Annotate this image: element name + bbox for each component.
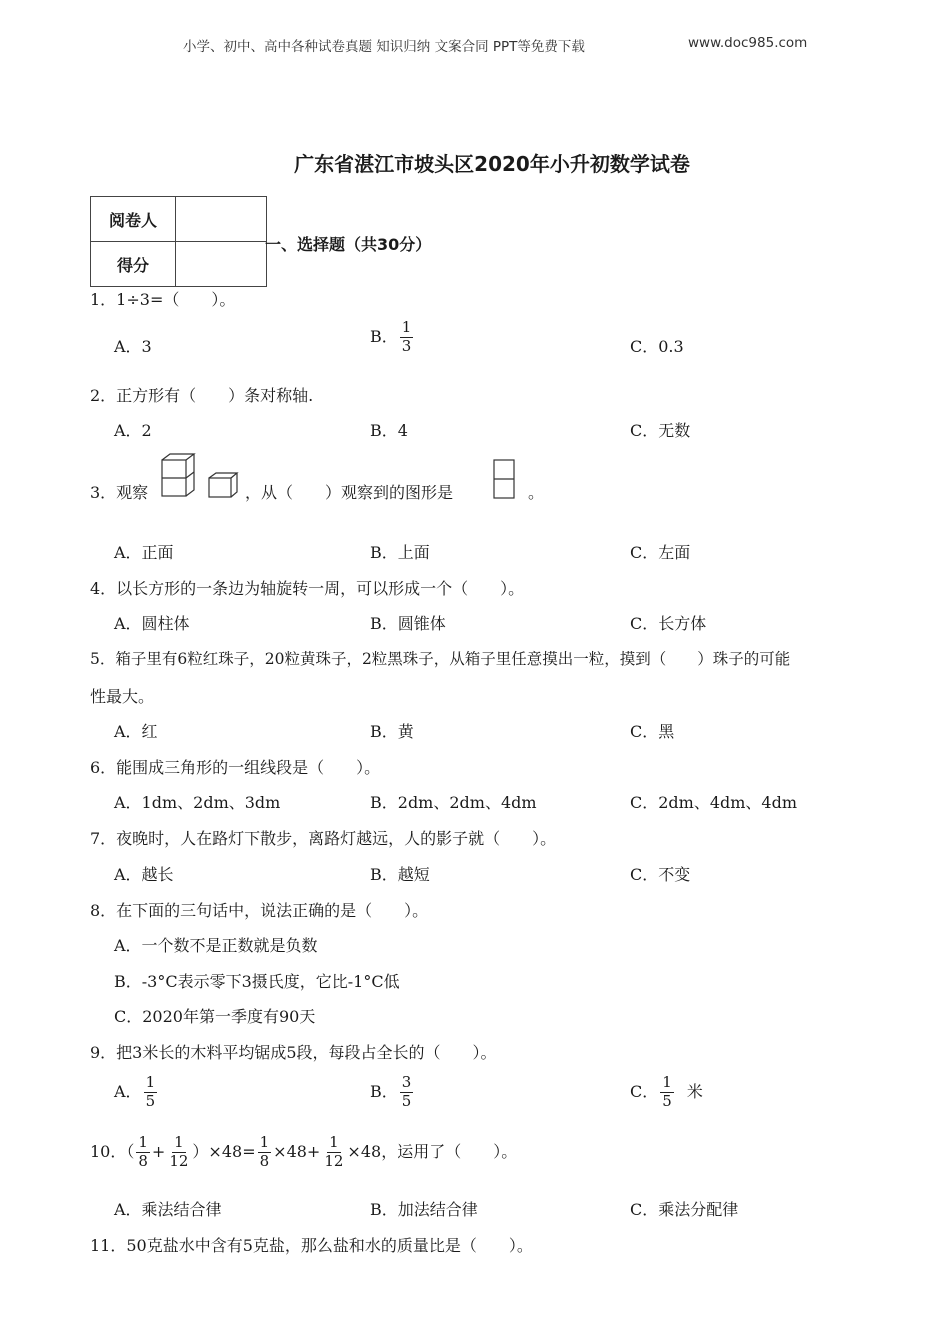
q2-option-c[interactable]: C．无数	[630, 421, 691, 440]
numerator: 1	[259, 1133, 270, 1151]
question-5-line-2: 性最大。	[90, 687, 155, 706]
q10-prefix: 10．（	[90, 1141, 135, 1161]
q1-option-b[interactable]	[370, 320, 415, 355]
question-7: 7．夜晚时，人在路灯下散步，离路灯越远，人的影子就（ ）。	[90, 829, 557, 848]
q10-suffix: ×48，运用了（ ）。	[347, 1141, 518, 1161]
numerator: 1	[138, 1133, 148, 1151]
q9-option-b[interactable]	[370, 1075, 415, 1110]
question-2: 2．正方形有（ ）条对称轴.	[90, 386, 314, 405]
fraction	[136, 1135, 150, 1170]
denominator: 12	[169, 1151, 189, 1170]
unit: 米	[686, 1081, 703, 1101]
front-view-icon	[493, 459, 515, 499]
q10-times-plus: ×48+	[273, 1141, 321, 1161]
denominator: 5	[662, 1091, 672, 1110]
q1-option-c[interactable]: C．0.3	[630, 337, 684, 356]
question-3-suffix: 。	[528, 483, 545, 502]
denominator: 8	[259, 1151, 270, 1170]
question-4: 4．以长方形的一条边为轴旋转一周，可以形成一个（ ）。	[90, 579, 525, 598]
fraction	[144, 1075, 158, 1110]
q7-option-b[interactable]: B．越短	[370, 865, 430, 884]
score-table	[90, 196, 267, 287]
section-heading: 一、选择题（共30分）	[265, 235, 432, 254]
denominator: 12	[324, 1151, 344, 1170]
q10-option-b[interactable]: B．加法结合律	[370, 1200, 478, 1219]
q7-option-c[interactable]: C．不变	[630, 865, 691, 884]
reviewer-field[interactable]	[176, 197, 267, 242]
q9-option-c[interactable]	[630, 1075, 703, 1110]
numerator: 1	[145, 1073, 156, 1091]
question-3-middle: ，从（ ）观察到的图形是	[245, 483, 454, 502]
q1-option-a[interactable]: A．3	[114, 337, 152, 356]
question-10	[90, 1135, 517, 1170]
q9-option-a-label: A．	[114, 1081, 142, 1101]
page-title: 广东省湛江市坡头区2020年小升初数学试卷	[294, 152, 690, 176]
q4-option-a[interactable]: A．圆柱体	[114, 614, 190, 633]
numerator: 1	[174, 1133, 184, 1151]
header-website[interactable]: www.doc985.com	[688, 35, 808, 51]
q2-option-b[interactable]: B．4	[370, 421, 408, 440]
q2-option-a[interactable]: A．2	[114, 421, 152, 440]
q7-option-a[interactable]: A．越长	[114, 865, 174, 884]
q8-option-c[interactable]: C．2020年第一季度有90天	[114, 1007, 316, 1026]
q8-option-b[interactable]: B．-3°C表示零下3摄氏度，它比-1°C低	[114, 972, 400, 991]
fraction	[400, 320, 414, 355]
denominator: 5	[401, 1091, 412, 1110]
score-label: 得分	[91, 242, 176, 287]
q6-option-b[interactable]: B．2dm、2dm、4dm	[370, 793, 537, 812]
q5-option-b[interactable]: B．黄	[370, 722, 414, 741]
q3-option-b[interactable]: B．上面	[370, 543, 430, 562]
q9-option-a[interactable]	[114, 1075, 159, 1110]
q6-option-c[interactable]: C．2dm、4dm、4dm	[630, 793, 798, 812]
numerator: 1	[401, 318, 412, 336]
stacked-cubes-icon	[160, 452, 196, 498]
score-field[interactable]	[176, 242, 267, 287]
q10-equals: ）×48=	[192, 1141, 256, 1161]
denominator: 3	[401, 336, 412, 355]
q10-option-c[interactable]: C．乘法分配律	[630, 1200, 739, 1219]
q9-option-b-label: B．	[370, 1081, 398, 1101]
q4-option-c[interactable]: C．长方体	[630, 614, 707, 633]
q3-option-a[interactable]: A．正面	[114, 543, 174, 562]
numerator: 1	[329, 1133, 339, 1151]
denominator: 8	[138, 1151, 148, 1170]
question-3-prefix: 3．观察	[90, 483, 149, 502]
header-promo-text: 小学、初中、高中各种试卷真题 知识归纳 文案合同 PPT等免费下载	[183, 39, 585, 55]
question-8: 8．在下面的三句话中，说法正确的是（ ）。	[90, 901, 429, 920]
q6-option-a[interactable]: A．1dm、2dm、3dm	[114, 793, 281, 812]
q4-option-b[interactable]: B．圆锥体	[370, 614, 446, 633]
plus-sign: +	[151, 1141, 166, 1161]
q1-option-b-label: B．	[370, 326, 398, 346]
numerator: 3	[401, 1073, 412, 1091]
question-1: 1．1÷3=（ ）。	[90, 290, 236, 309]
question-6: 6．能围成三角形的一组线段是（ ）。	[90, 758, 381, 777]
q8-option-a[interactable]: A．一个数不是正数就是负数	[114, 936, 318, 955]
single-cube-icon	[207, 471, 239, 499]
q9-option-c-label: C．	[630, 1081, 659, 1101]
fraction	[167, 1135, 190, 1170]
q3-option-c[interactable]: C．左面	[630, 543, 691, 562]
q10-option-a[interactable]: A．乘法结合律	[114, 1200, 222, 1219]
fraction	[660, 1075, 674, 1110]
question-9: 9．把3米长的木料平均锯成5段，每段占全长的（ ）。	[90, 1043, 497, 1062]
numerator: 1	[662, 1073, 672, 1091]
fraction	[258, 1135, 272, 1170]
q5-option-a[interactable]: A．红	[114, 722, 158, 741]
denominator: 5	[145, 1091, 156, 1110]
reviewer-label: 阅卷人	[91, 197, 176, 242]
fraction	[322, 1135, 345, 1170]
q5-option-c[interactable]: C．黑	[630, 722, 675, 741]
question-5-line-1: 5．箱子里有6粒红珠子，20粒黄珠子，2粒黑珠子，从箱子里任意摸出一粒，摸到（ ）珠子的可能	[90, 650, 791, 668]
fraction	[400, 1075, 414, 1110]
question-11: 11．50克盐水中含有5克盐，那么盐和水的质量比是（ ）。	[90, 1236, 533, 1255]
